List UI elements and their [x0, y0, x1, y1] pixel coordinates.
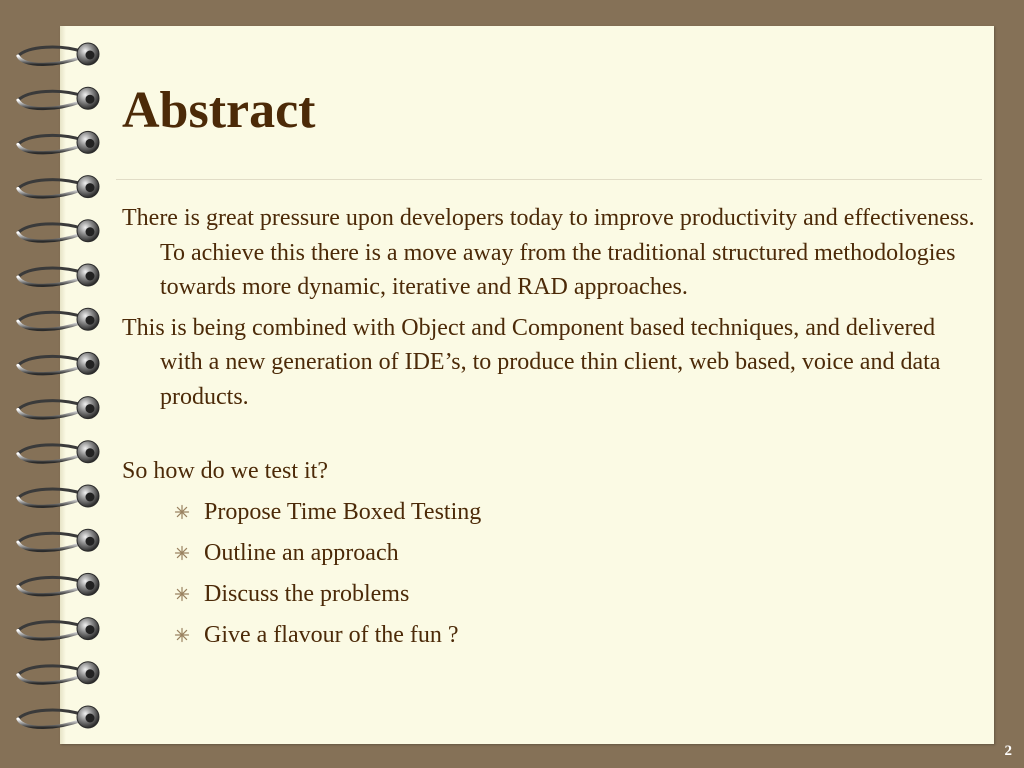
bullet-list: [122, 495, 982, 653]
spiral-ring-icon: [18, 264, 99, 286]
spiral-ring-icon: [18, 441, 99, 463]
bullet-item: [174, 495, 982, 530]
snowflake-bullet-icon: [174, 545, 190, 561]
spiral-ring-icon: [18, 43, 99, 65]
spiral-ring-icon: [18, 618, 99, 640]
bullet-item: [174, 577, 982, 612]
spiral-ring-icon: [18, 706, 99, 728]
bullet-item: [174, 618, 982, 653]
spiral-ring-icon: [18, 352, 99, 374]
bullet-text: Discuss the problems: [204, 580, 410, 607]
slide-body: [122, 201, 982, 659]
snowflake-bullet-icon: [174, 504, 190, 520]
spiral-ring-icon: [18, 176, 99, 198]
snowflake-bullet-icon: [174, 586, 190, 602]
slide-title: Abstract: [122, 82, 316, 139]
spiral-ring-icon: [18, 397, 99, 419]
spiral-ring-icon: [18, 662, 99, 684]
spiral-ring-icon: [18, 87, 99, 109]
bullet-text: Give a flavour of the fun ?: [204, 621, 459, 648]
test-question: So how do we test it?: [122, 458, 328, 484]
page-number: 2: [1004, 743, 1012, 759]
spiral-ring-icon: [18, 131, 99, 153]
paragraph-combined: This is being combined with Object and Component based techniques, and delivered with a new generation of IDE’s, to produce thin client, web based, voice and data products.: [122, 314, 941, 410]
bullet-text: Propose Time Boxed Testing: [204, 498, 482, 525]
spiral-ring-icon: [18, 573, 99, 595]
bullet-text: Outline an approach: [204, 539, 399, 566]
spiral-ring-icon: [18, 220, 99, 242]
paragraph-pressure: There is great pressure upon developers today to improve productivity and effectiveness. To achieve this there is a move away from the traditional structured methodologies towards more dynamic, iterative and RAD approaches.: [122, 205, 975, 300]
spiral-binding: [0, 0, 110, 768]
spiral-ring-icon: [18, 529, 99, 551]
spiral-ring-icon: [18, 308, 99, 330]
spiral-ring-icon: [18, 485, 99, 507]
snowflake-bullet-icon: [174, 627, 190, 643]
title-divider: [116, 179, 982, 180]
bullet-item: [174, 536, 982, 571]
